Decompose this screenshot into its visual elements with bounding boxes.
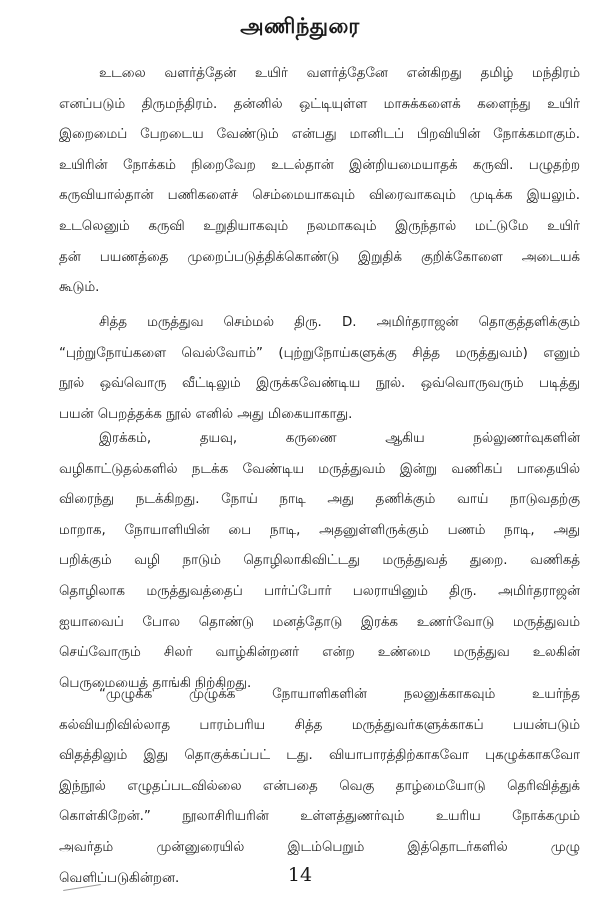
text-line: “புற்றுநோய்களை வெல்வோம்” (புற்றுநோய்களுக்கு சித்த மருத்துவம்) எனும் <box>59 345 580 361</box>
text-line: அவர்தம் முன்னுரையில் இடம்பெறும் இத்தொடர்களில் முழு <box>59 839 580 855</box>
text-line: கூடும். <box>59 280 100 296</box>
text-line: கருவியால்தான் பணிகளைச் செம்மையாகவும் விரைவாகவும் முடிக்க இயலும். <box>59 188 580 204</box>
text-line: இறைமைப் பேறடைய வேண்டும் என்பது மானிடப் பிறவியின் நோக்கமாகும். <box>59 127 580 143</box>
text-line: “முழுக்க முழுக்க நோயாளிகளின் நலனுக்காகவும் உயர்ந்த <box>99 687 580 702</box>
text-line: உயிரின் நோக்கம் நிறைவேற உடல்தான் இன்றியமையாதக் கருவி. பழுதற்ற <box>59 157 580 173</box>
text-line: பயன் பெறத்தக்க நூல் எனில் அது மிகையாகாது. <box>59 406 353 422</box>
text-line: பறிக்கும் வழி நாடும் தொழிலாகிவிட்டது மருத்துவத் துறை. வணிகத் <box>59 553 580 569</box>
text-line: விதத்திலும் இது தொகுக்கப்பட் டது. வியாபாரத்திற்காகவோ புகழுக்காகவோ <box>59 748 580 764</box>
paragraph-3 <box>59 424 580 699</box>
text-line: உடலெனும் கருவி உறுதியாகவும் நலமாகவும் இருந்தால் மட்டுமே உயிர் <box>59 218 580 234</box>
text-line: வழிகாட்டுதல்களில் நடக்க வேண்டிய மருத்துவம் இன்று வணிகப் பாதையில் <box>59 461 580 477</box>
text-line: மாறாக, நோயாளியின் பை நாடி, அதனுள்ளிருக்கும் பணம் நாடி, அது <box>59 522 580 538</box>
paragraph-2 <box>59 308 580 430</box>
text-line: நூல் ஒவ்வொரு வீட்டிலும் இருக்கவேண்டிய நூல். ஒவ்வொருவரும் படித்து <box>59 376 580 392</box>
text-line: எனப்படும் திருமந்திரம். தன்னில் ஒட்டியுள்ள மாசுக்களைக் களைந்து உயிர் <box>59 96 580 112</box>
text-line: வெளிப்படுகின்றன. <box>59 870 180 886</box>
text-line: கொள்கிறேன்.” நூலாசிரியரின் உள்ளத்துணர்வும் உயரிய நோக்கமும் <box>59 809 580 825</box>
text-line: ஐயாவைப் போல தொண்டு மனத்தோடு இரக்க உணர்வோடு மருத்துவம் <box>59 614 580 630</box>
text-line: இரக்கம், தயவு, கருணை ஆகிய நல்லுணர்வுகளின் <box>99 431 580 446</box>
text-line: விரைந்து நடக்கிறது. நோய் நாடி அது தணிக்கும் வாய் நாடுவதற்கு <box>59 492 580 508</box>
text-line: சித்த மருத்துவ செம்மல் திரு. D. அமிர்தராஜன் தொகுத்தளிக்கும் <box>99 315 580 330</box>
page-title: அணிந்துரை <box>240 14 360 38</box>
text-line: தொழிலாக மருத்துவத்தைப் பார்ப்போர் பலராயினும் திரு. அமிர்தராஜன் <box>59 583 580 599</box>
paragraph-4 <box>59 680 580 894</box>
text-line: தன் பயணத்தை முறைப்படுத்திக்கொண்டு இறுதிக் குறிக்கோளை அடையக் <box>59 249 580 265</box>
text-line: பெருமையைத் தாங்கி நிற்கிறது. <box>59 675 252 691</box>
text-line: கல்வியறிவில்லாத பாரம்பரிய சித்த மருத்துவர்களுக்காகப் பயன்படும் <box>59 717 580 733</box>
text-line: இந்நூல் எழுதப்படவில்லை என்பதை வெகு தாழ்மையோடு தெரிவித்துக் <box>59 778 580 794</box>
page-number: 14 <box>287 864 313 886</box>
text-line: உடலை வளர்த்தேன் உயிர் வளர்த்தேனே என்கிறது தமிழ் மந்திரம் <box>99 66 580 81</box>
text-line: செய்வோரும் சிலர் வாழ்கின்றனர் என்ற உண்மை மருத்துவ உலகின் <box>59 645 580 661</box>
paragraph-1 <box>59 59 580 304</box>
